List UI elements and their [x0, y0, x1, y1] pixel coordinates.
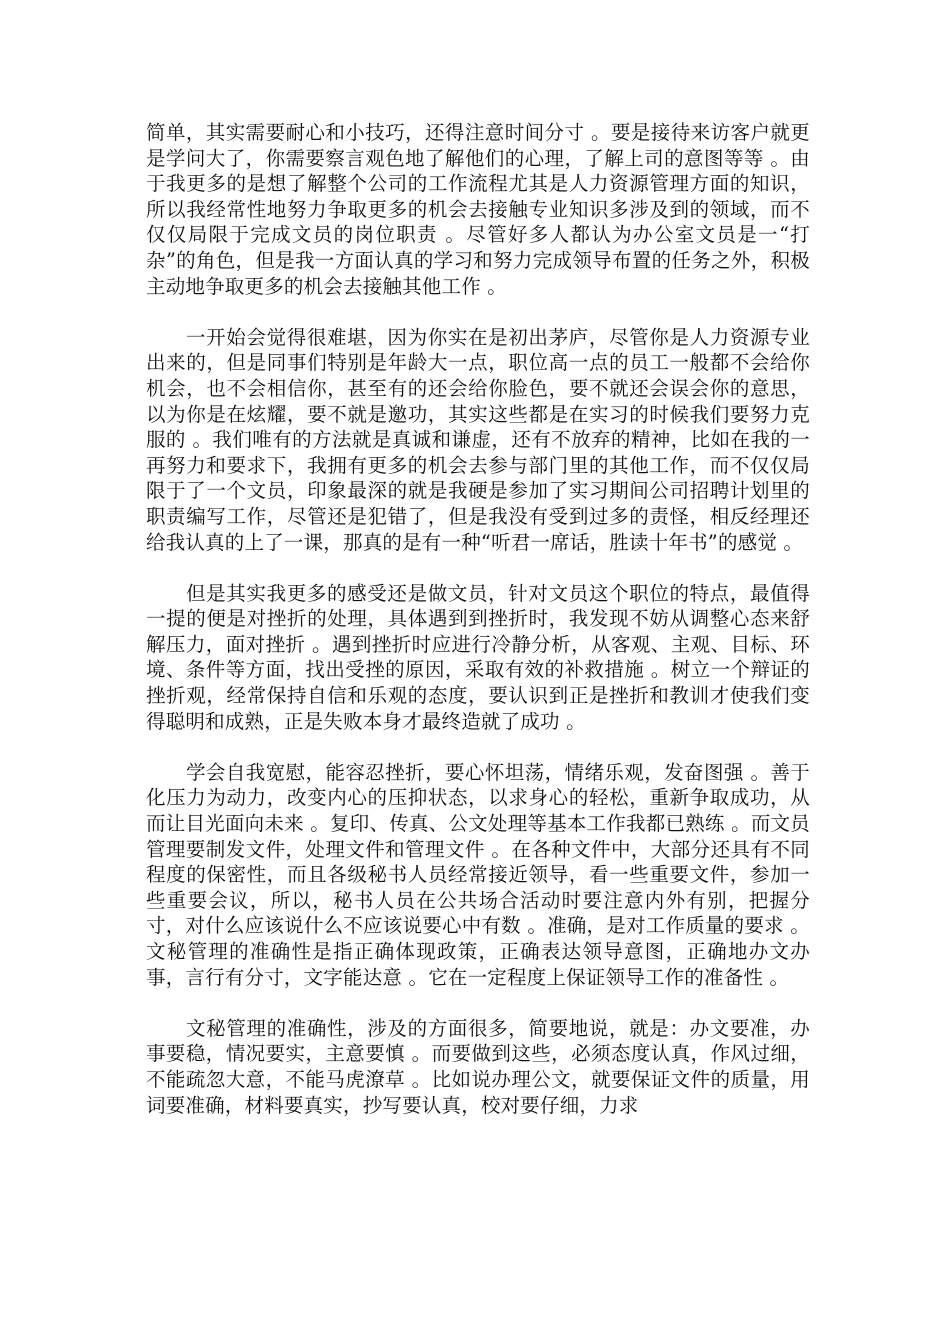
document-body [146, 120, 810, 1144]
paragraph: 简单，其实需要耐心和小技巧，还得注意时间分寸 。要是接待来访客户就更是学问大了，你需要察言观色地了解他们的心理，了解上司的意图等等 。由于我更多的是想了解整个公司的工作流程尤其是人力资源管理方面的知识，所以我经常性地努力争取更多的机会去接触专业知识多涉及到的领域，而不仅仅局限于完成文员的岗位职责 。尽管好多人都认为办公室文员是一“打杂”的角色，但是我一方面认真的学习和努力完成领导布置的任务之外，积极主动地争取更多的机会去接触其他工作 。 [146, 121, 810, 298]
paragraph: 但是其实我更多的感受还是做文员，针对文员这个职位的特点，最值得一提的便是对挫折的处理，具体遇到到挫折时，我发现不妨从调整心态来舒解压力，面对挫折 。遇到挫折时应进行冷静分析，从客观、主观、目标、环境、条件等方面，找出受挫的原因，采取有效的补救措施 。树立一个辩证的挫折观，经常保持自信和乐观的态度，要认识到正是挫折和教训才使我们变得聪明和成熟，正是失败本身才最终造就了成功 。 [146, 581, 810, 733]
paragraph: 学会自我宽慰，能容忍挫折，要心怀坦荡，情绪乐观，发奋图强 。善于化压力为动力，改变内心的压抑状态，以求身心的轻松，重新争取成功，从而让目光面向未来 。复印、传真、公文处理等基本工作我都已熟练 。而文员管理要制发文件，处理文件和管理文件 。在各种文件中，大部分还具有不同程度的保密性，而且各级秘书人员经常接近领导，看一些重要文件，参加一些重要会议，所以，秘书人员在公共场合活动时要注意内外有别，把握分寸，对什么应该说什么不应该说要心中有数 。准确，是对工作质量的要求 。文秘管理的准确性是指正确体现政策，正确表达领导意图，正确地办文办事，言行有分寸，文字能达意 。它在一定程度上保证领导工作的准备性 。 [146, 760, 810, 989]
paragraph: 一开始会觉得很难堪，因为你实在是初出茅庐，尽管你是人力资源专业出来的，但是同事们特别是年龄大一点，职位高一点的员工一般都不会给你机会，也不会相信你，甚至有的还会给你脸色，要不就还会误会你的意思，以为你是在炫耀，要不就是邀功，其实这些都是在实习的时候我们要努力克服的 。我们唯有的方法就是真诚和谦虚，还有不放弃的精神，比如在我的一再努力和要求下，我拥有更多的机会去参与部门里的其他工作，而不仅仅局限于了一个文员，印象最深的就是我硬是参加了实习期间公司招聘计划里的职责编写工作，尽管还是犯错了，但是我没有受到过多的责怪，相反经理还给我认真的上了一课，那真的是有一种“听君一席话，胜读十年书”的感觉 。 [146, 325, 810, 554]
paragraph: 文秘管理的准确性，涉及的方面很多，简要地说，就是：办文要准，办事要稳，情况要实，主意要慎 。而要做到这些，必须态度认真，作风过细，不能疏忽大意，不能马虎潦草 。比如说办理公文，就要保证文件的质量，用词要准确，材料要真实，抄写要认真，校对要仔细，力求 [146, 1016, 810, 1117]
